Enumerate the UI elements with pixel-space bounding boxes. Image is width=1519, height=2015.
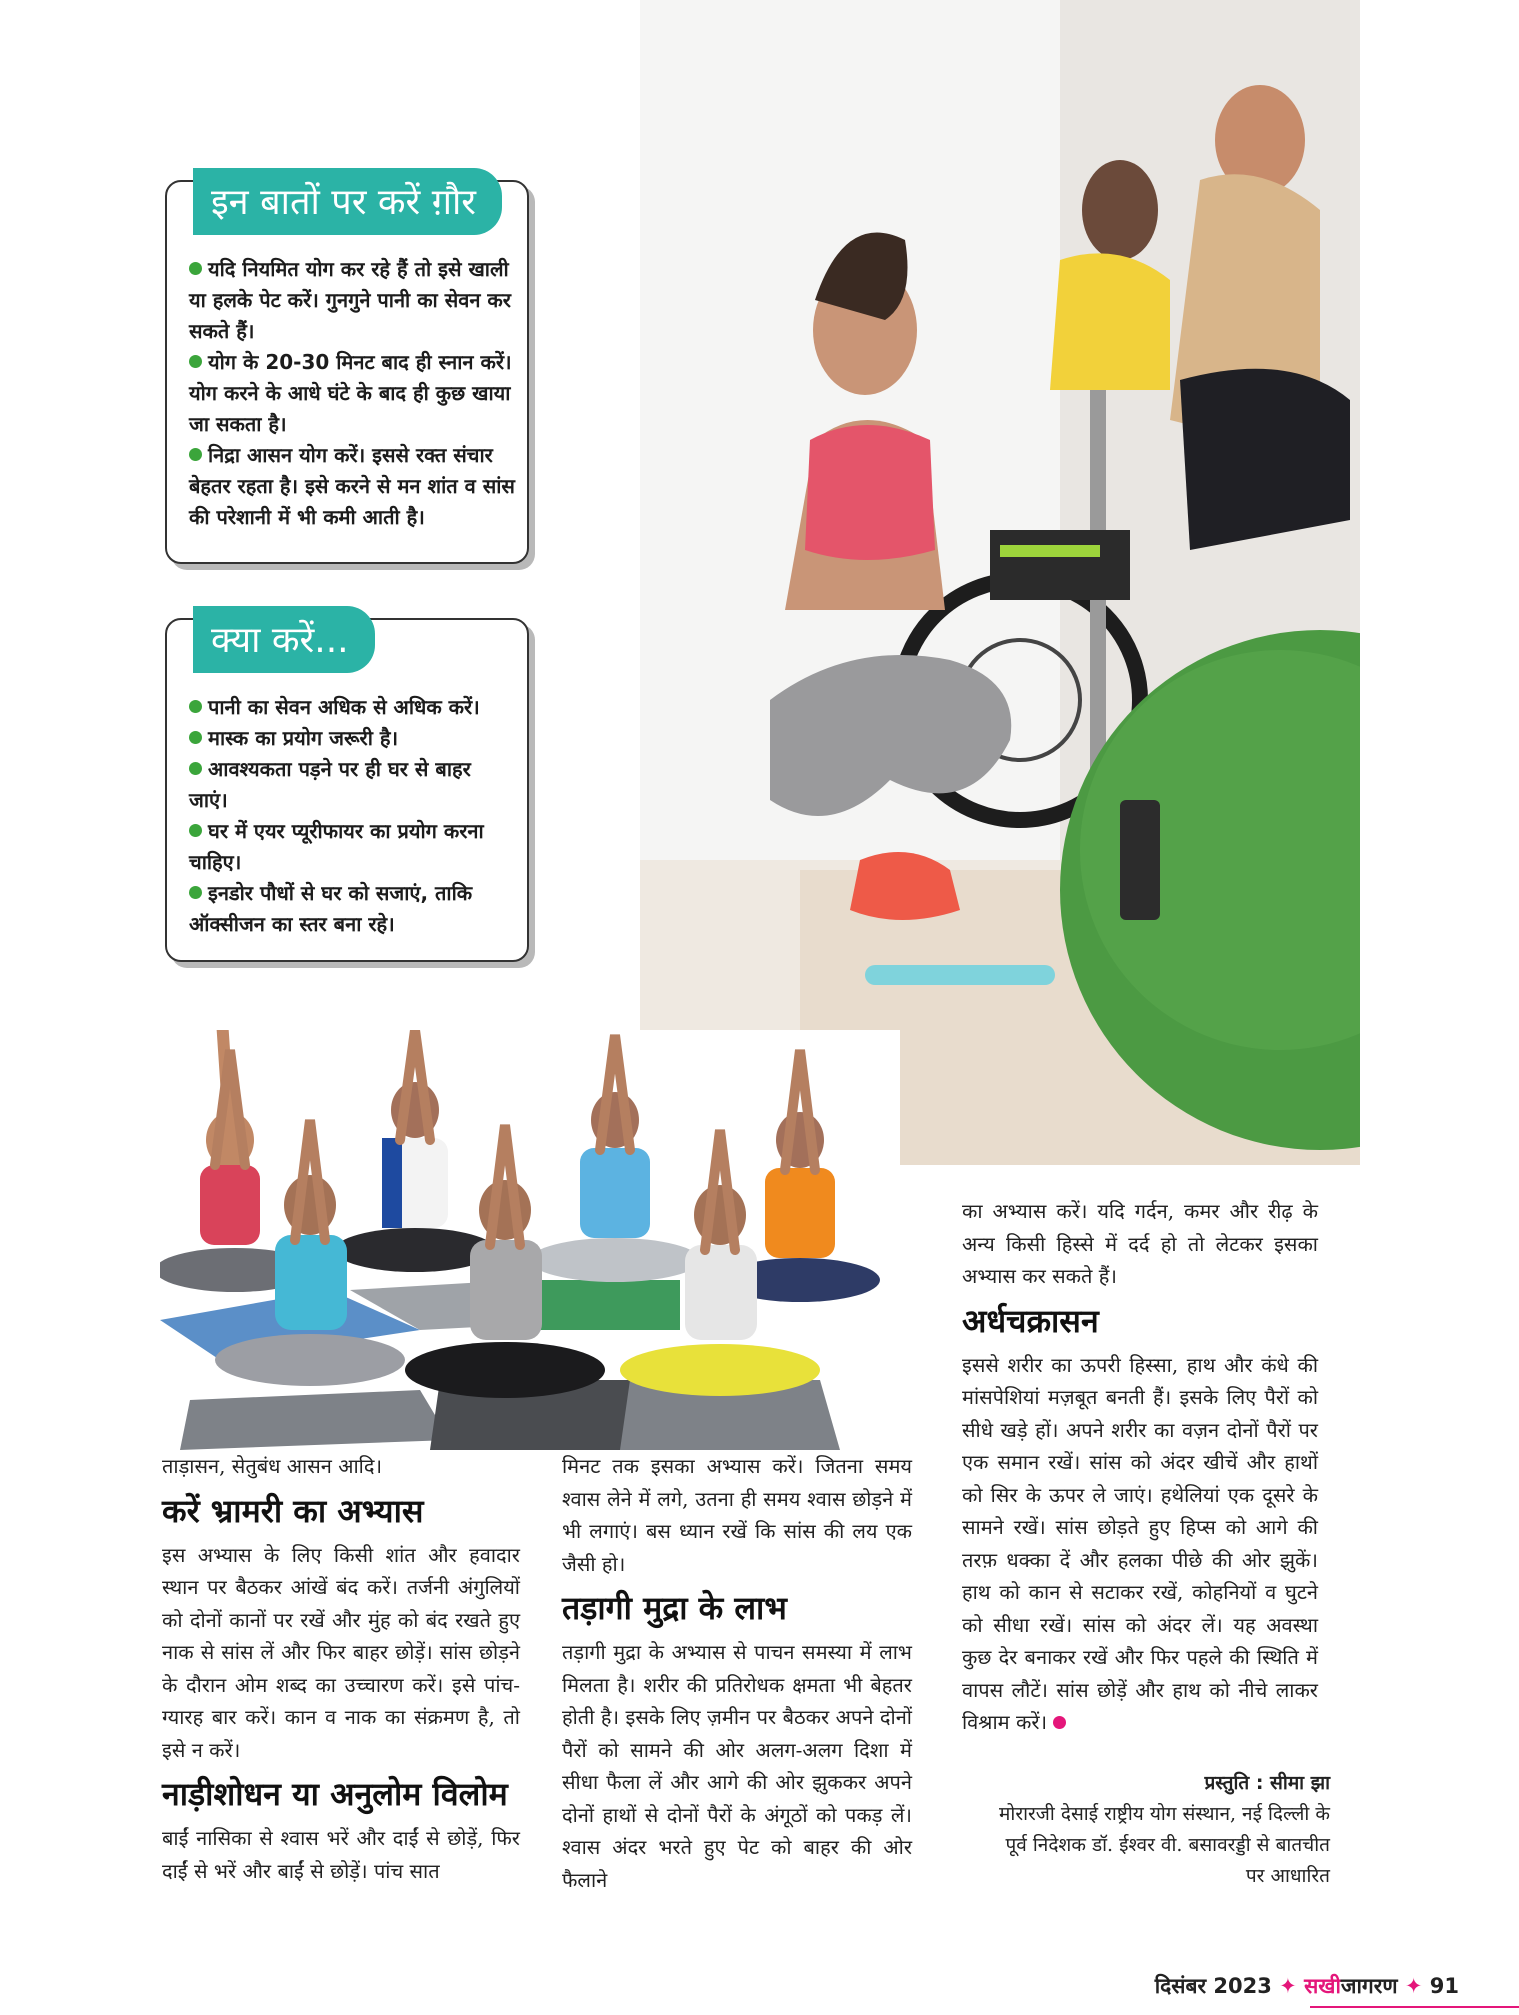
list-item: यदि नियमित योग कर रहे हैं तो इसे खाली या हलके पेट करें। गुनगुने पानी का सेवन कर सकते हैं। — [189, 257, 511, 343]
heading-nadishodhan: नाड़ीशोधन या अनुलोम विलोम — [162, 1775, 508, 1813]
credit-block — [990, 1768, 1330, 1892]
paragraph-nadishodhan: बाईं नासिका से श्वास भरें और दाईं से छोड़ें, फिर दाईं से भरें और बाईं से छोड़ें। पांच सात — [162, 1826, 520, 1883]
todo-list — [189, 692, 515, 940]
bullet-icon — [189, 824, 202, 837]
list-item: घर में एयर प्यूरीफायर का प्रयोग करना चाहिए। — [189, 819, 484, 874]
credit-note: मोरारजी देसाई राष्ट्रीय योग संस्थान, नई दिल्ली के पूर्व निदेशक डॉ. ईश्वर वी. बसावरड्डी से बातचीत पर आधारित — [999, 1803, 1330, 1887]
star-icon: ✦ — [1404, 1974, 1423, 1998]
page-number: 91 — [1429, 1974, 1459, 1998]
gym-scene-image — [640, 0, 1360, 1165]
list-item: निद्रा आसन योग करें। इससे रक्त संचार बेहतर रहता है। इसे करने से मन शांत व सांस की परेशानी में भी कमी आती है। — [189, 443, 515, 529]
bullet-icon — [189, 355, 202, 368]
article-column-1 — [162, 1450, 520, 1887]
footer-month: दिसंबर 2023 — [1154, 1974, 1272, 1998]
column-lead-text: ताड़ासन, सेतुबंध आसन आदि। — [162, 1454, 383, 1478]
gym-photo — [640, 0, 1360, 1165]
credit-author: प्रस्तुति : सीमा झा — [1204, 1772, 1330, 1794]
list-item: इनडोर पौधों से घर को सजाएं, ताकि ऑक्सीजन का स्तर बना रहे। — [189, 881, 473, 936]
paragraph-tadagi: तड़ागी मुद्रा के अभ्यास से पाचन समस्या में लाभ मिलता है। शरीर की प्रतिरोधक क्षमता भी बेहतर होती है। इसके लिए ज़मीन पर बैठकर अपने दोनों पैरों को सामने की ओर अलग-अलग दिशा में सीधा फैला लें और आगे की ओर झुककर अपने दोनों हाथों से दोनों पैरों के अंगूठों को पकड़ लें। श्वास अंदर भरते हुए पेट को बाहर की ओर फैलाने — [562, 1640, 912, 1892]
paragraph-bhramari: इस अभ्यास के लिए किसी शांत और हवादार स्थान पर बैठकर आंखें बंद करें। तर्जनी अंगुलियों को दोनों कानों पर रखें और मुंह को बंद रखते हुए नाक से सांस लें और फिर बाहर छोड़ें। सांस छोड़ने के दौरान ओम शब्द का उच्चारण करें। इसे पांच-ग्यारह बार करें। कान व नाक का संक्रमण है, तो इसे न करें। — [162, 1542, 520, 1762]
article-column-2 — [562, 1450, 912, 1896]
yoga-group-photo — [160, 1030, 900, 1470]
list-item: आवश्यकता पड़ने पर ही घर से बाहर जाएं। — [189, 757, 471, 812]
tips-box — [165, 180, 529, 564]
bullet-icon — [189, 762, 202, 775]
footer-rule — [1310, 2006, 1519, 2008]
list-item: मास्क का प्रयोग जरूरी है। — [189, 723, 515, 754]
yoga-group-image — [160, 1030, 900, 1470]
list-item: पानी का सेवन अधिक से अधिक करें। — [189, 692, 515, 723]
paragraph-ardhachakrasana: इससे शरीर का ऊपरी हिस्सा, हाथ और कंधे की मांसपेशियां मज़बूत बनती हैं। इसके लिए पैरों को सीधे खड़े हों। अपने शरीर का वज़न दोनों पैरों पर एक समान रखें। सांस को अंदर खीचें और हाथों को सिर के ऊपर ले जाएं। हथेलियां एक दूसरे के सामने रखें। सांस छोड़ते हुए हिप्स को आगे की तरफ़ धक्का दें और हलका पीछे की ओर झुकें। हाथ को कान से सटाकर रखें, कोहनियों व घुटने को सीधा रखें। सांस को अंदर लें। यह अवस्था कुछ देर बनाकर रखें और फिर पहले की स्थिति में वापस लौटें। सांस छोड़ें और हाथ को नीचे लाकर विश्राम करें। — [962, 1352, 1318, 1734]
footer-brand-a: सखी — [1304, 1974, 1341, 1998]
todo-box-title: क्या करें... — [193, 606, 375, 673]
column-lead-text: मिनट तक इसका अभ्यास करें। जितना समय श्वास लेने में लगे, उतना ही समय श्वास छोड़ने में भी लगाएं। बस ध्यान रखें कि सांस की लय एक जैसी हो। — [562, 1454, 912, 1576]
bullet-icon — [189, 731, 202, 744]
heading-ardhachakrasana: अर्धचक्रासन — [962, 1301, 1099, 1340]
star-icon: ✦ — [1279, 1974, 1297, 1998]
heading-bhramari: करें भ्रामरी का अभ्यास — [162, 1491, 424, 1530]
bullet-icon — [189, 448, 202, 461]
page-footer — [1155, 1972, 1459, 2000]
tips-list — [189, 254, 515, 533]
todo-box — [165, 618, 529, 962]
footer-brand-b: जागरण — [1340, 1974, 1398, 1998]
article-column-3 — [962, 1195, 1318, 1739]
bullet-icon — [189, 886, 202, 899]
heading-tadagi: तड़ागी मुद्रा के लाभ — [562, 1589, 787, 1627]
end-mark-icon — [1053, 1716, 1066, 1729]
bullet-icon — [189, 700, 202, 713]
column-lead-text: का अभ्यास करें। यदि गर्दन, कमर और रीढ़ के अन्य किसी हिस्से में दर्द हो तो लेटकर इसका अभ्यास कर सकते हैं। — [962, 1199, 1318, 1288]
bullet-icon — [189, 262, 202, 275]
list-item: योग के 20-30 मिनट बाद ही स्नान करें। योग करने के आधे घंटे के बाद ही कुछ खाया जा सकता है। — [189, 350, 512, 436]
tips-box-title: इन बातों पर करें ग़ौर — [193, 168, 502, 235]
